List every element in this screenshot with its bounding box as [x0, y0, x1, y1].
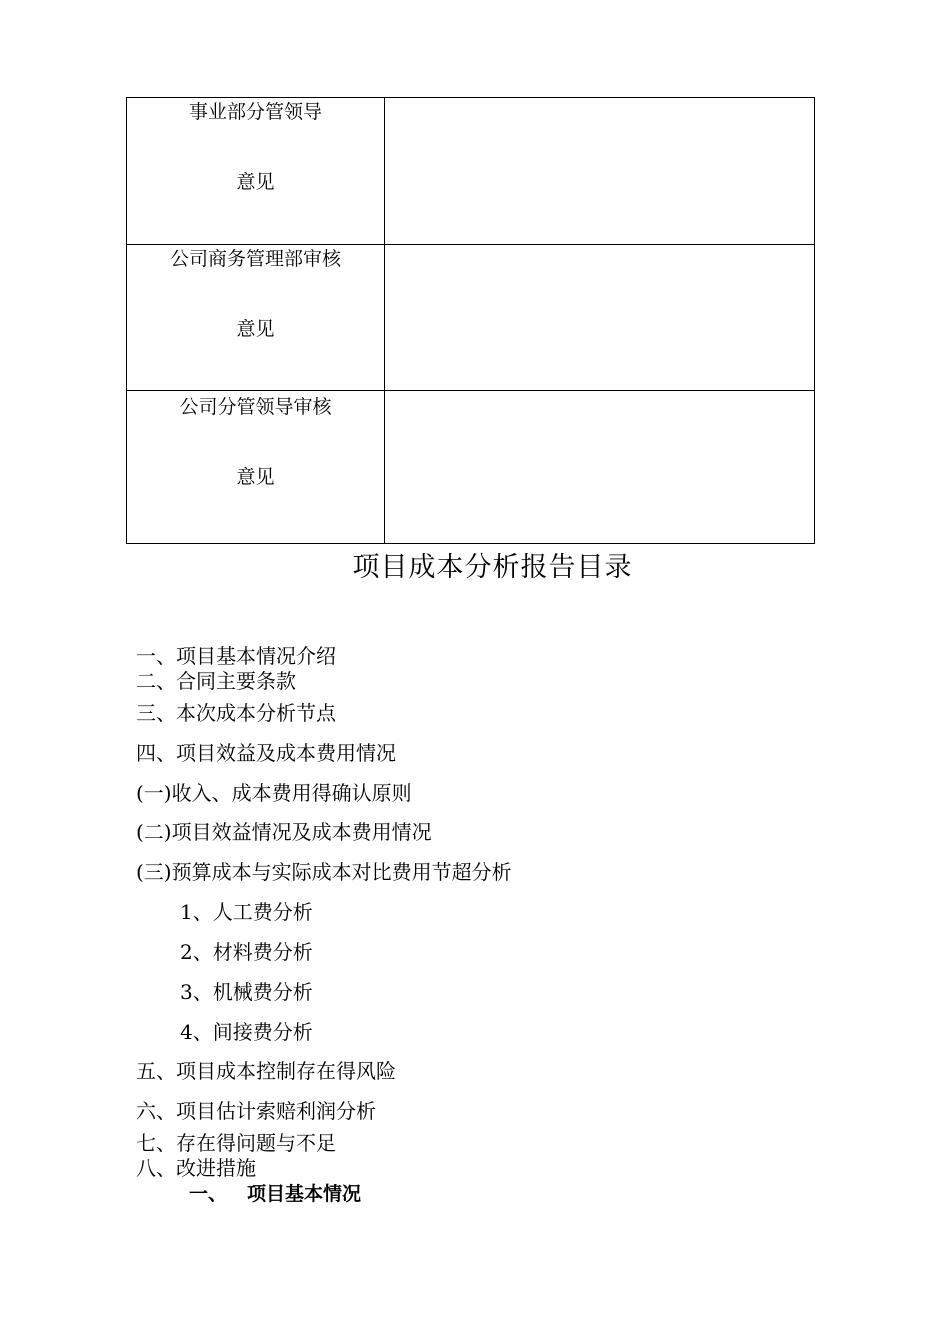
review-opinion-table: [126, 97, 815, 544]
toc-item[interactable]: 五、项目成本控制存在得风险: [136, 1059, 396, 1083]
opinion-label-cell: [127, 98, 385, 245]
table-row: [127, 98, 815, 245]
opinion-label-cell: [127, 245, 385, 391]
toc-item[interactable]: 4、间接费分析: [180, 1020, 313, 1044]
toc-item[interactable]: 1、人工费分析: [180, 900, 313, 924]
toc-title: 项目成本分析报告目录: [352, 552, 633, 583]
opinion-label-cell: [127, 391, 385, 544]
toc-item[interactable]: 一、项目基本情况介绍: [136, 644, 336, 668]
toc-item[interactable]: 二、合同主要条款: [136, 669, 296, 693]
table-row: [127, 245, 815, 391]
toc-item[interactable]: (一)收入、成本费用得确认原则: [136, 781, 412, 805]
toc-item[interactable]: 六、项目估计索赔利润分析: [136, 1099, 376, 1123]
toc-item[interactable]: 2、材料费分析: [180, 940, 313, 964]
toc-item[interactable]: (二)项目效益情况及成本费用情况: [136, 820, 432, 844]
section-heading: [189, 1182, 361, 1206]
section-title: 项目基本情况: [247, 1183, 362, 1205]
opinion-label: 事业部分管领导: [188, 101, 322, 123]
opinion-label-suffix: 意见: [236, 466, 275, 488]
table-row: [127, 391, 815, 544]
opinion-label: 公司商务管理部审核: [169, 248, 341, 270]
toc-item[interactable]: 四、项目效益及成本费用情况: [136, 741, 396, 765]
toc-item[interactable]: (三)预算成本与实际成本对比费用节超分析: [136, 860, 512, 884]
opinion-input-cell[interactable]: [385, 98, 815, 245]
toc-item[interactable]: 3、机械费分析: [180, 980, 313, 1004]
opinion-label-suffix: 意见: [236, 318, 275, 340]
opinion-label: 公司分管领导审核: [179, 396, 332, 418]
toc-item[interactable]: 七、存在得问题与不足: [136, 1131, 336, 1155]
opinion-input-cell[interactable]: [385, 391, 815, 544]
section-number: 一、: [189, 1183, 228, 1205]
opinion-input-cell[interactable]: [385, 245, 815, 391]
toc-item[interactable]: 三、本次成本分析节点: [136, 701, 336, 725]
toc-item[interactable]: 八、改进措施: [136, 1156, 256, 1180]
opinion-label-suffix: 意见: [236, 171, 275, 193]
